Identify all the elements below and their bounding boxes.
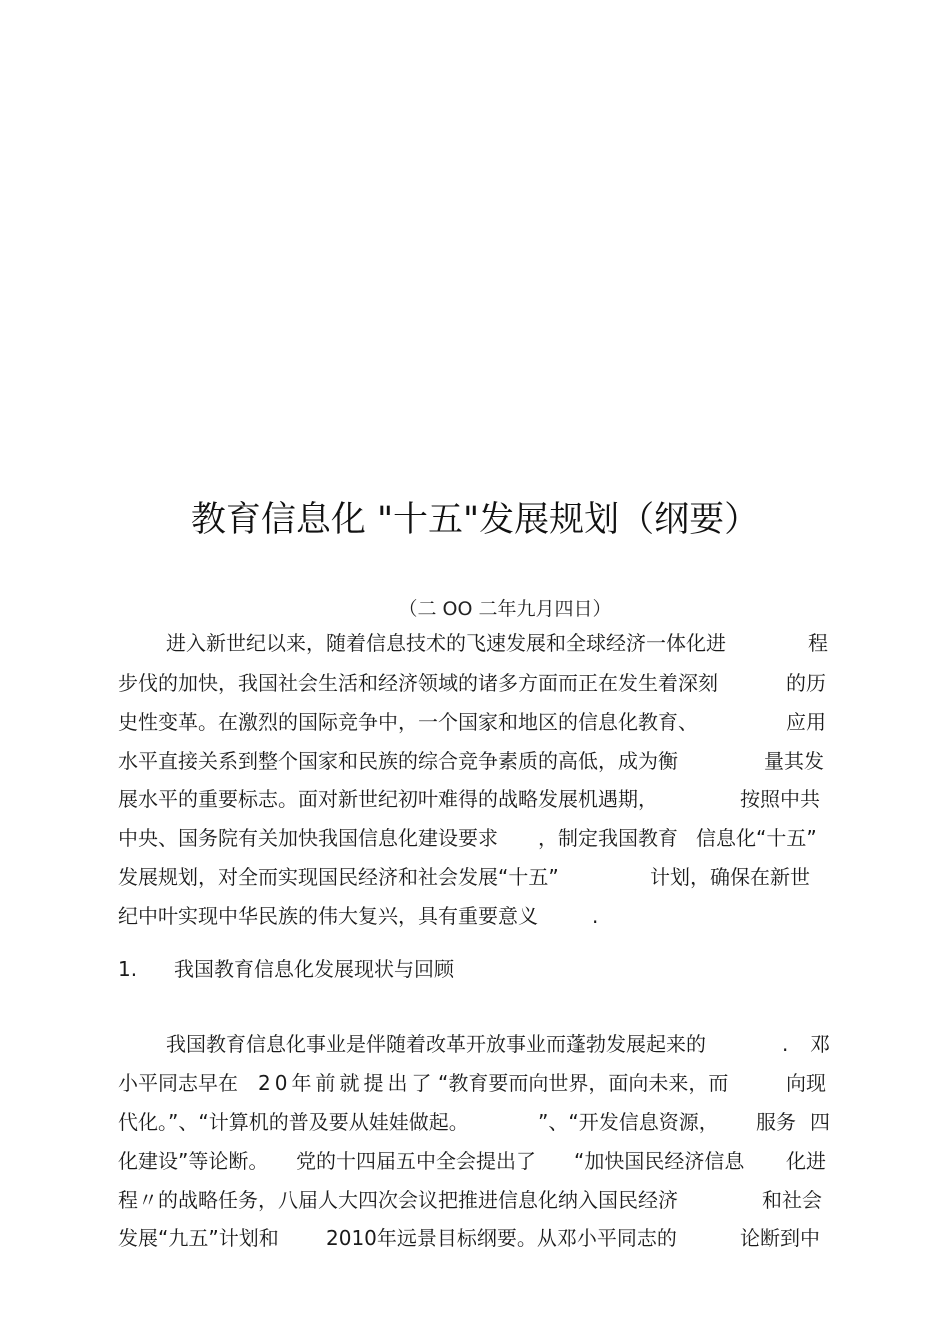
line-text: 党的十四届五中全会提出了 <box>296 1149 536 1173</box>
paragraph-line <box>118 1071 838 1095</box>
line-text: 小平同志早在 <box>118 1071 238 1095</box>
document-title: 教育信息化 "十五"发展规划（纲要） <box>190 500 760 540</box>
line-text: . <box>592 904 599 928</box>
line-text: 发展“九五”计划和 <box>118 1226 279 1250</box>
line-text: 我国教育信息化事业是伴随着改革开放事业而蓬勃发展起来的 <box>166 1032 706 1056</box>
line-text: 步伐的加快，我国社会生活和经济领域的诸多方面而正在发生着深刻 <box>118 671 718 695</box>
line-text: 中央、国务院有关加快我国信息化建设要求 <box>118 826 498 850</box>
paragraph-line <box>118 671 838 695</box>
line-text: 论断到中 <box>740 1226 820 1250</box>
line-text: “教育要而向世界，面向未来，而 <box>438 1071 729 1095</box>
section-number: 1. <box>118 957 138 981</box>
line-text: 的历 <box>786 671 826 695</box>
document-date: （二 OO 二年九月四日） <box>398 598 612 620</box>
line-text: 计划，确保在新世 <box>650 865 810 889</box>
line-text: 程 <box>808 631 828 655</box>
paragraph-line <box>118 1188 838 1212</box>
line-text: . <box>782 1032 789 1056</box>
section-heading-text: 我国教育信息化发展现状与回顾 <box>174 957 454 981</box>
paragraph-line <box>118 631 838 655</box>
paragraph-line <box>118 1226 838 1250</box>
line-text: 2010年远景目标纲要。从邓小平同志的 <box>326 1226 677 1250</box>
line-text: 水平直接关系到整个国家和民族的综合竞争素质的高低，成为衡 <box>118 749 678 773</box>
line-text: 化进 <box>786 1149 826 1173</box>
paragraph-line <box>118 787 838 811</box>
section-heading <box>118 957 454 981</box>
paragraph-line <box>118 826 838 850</box>
line-text: 信息化“十五” <box>696 826 817 850</box>
line-text: 向现 <box>786 1071 826 1095</box>
line-text: 化建设”等论断。 <box>118 1149 269 1173</box>
line-text: ”、“开发信息资源， <box>538 1110 719 1134</box>
line-text: 代化。”、“计算机的普及要从娃娃做起。 <box>118 1110 469 1134</box>
line-text: 四 <box>810 1110 830 1134</box>
line-text: 量其发 <box>764 749 824 773</box>
line-text: 程〃的战略任务，八届人大四次会议把推进信息化纳入国民经济 <box>118 1188 678 1212</box>
line-text: “加快国民经济信息 <box>574 1149 745 1173</box>
line-text: 20年前就提出了 <box>258 1071 436 1095</box>
line-text: 邓 <box>810 1032 830 1056</box>
line-text: 服务 <box>756 1110 796 1134</box>
line-text: 纪中叶实现中华民族的伟大复兴，具有重要意义 <box>118 904 538 928</box>
line-text: 应用 <box>786 710 826 734</box>
paragraph-line <box>118 865 838 889</box>
paragraph-line <box>118 904 838 928</box>
line-text: 按照中共 <box>740 787 820 811</box>
line-text: 展水平的重要标志。面对新世纪初叶难得的战略发展机遇期， <box>118 787 658 811</box>
line-text: 进入新世纪以来，随着信息技术的飞速发展和全球经济一体化进 <box>166 631 726 655</box>
paragraph-line <box>118 1032 838 1056</box>
line-text: 和社会 <box>762 1188 822 1212</box>
paragraph-line <box>118 1149 838 1173</box>
line-text: 史性变革。在激烈的国际竞争中，一个国家和地区的信息化教育、 <box>118 710 698 734</box>
line-text: ，制定我国教育 <box>538 826 678 850</box>
line-text: 发展规划，对全而实现国民经济和社会发展“十五” <box>118 865 559 889</box>
paragraph-line <box>118 1110 838 1134</box>
paragraph-line <box>118 710 838 734</box>
paragraph-line <box>118 749 838 773</box>
